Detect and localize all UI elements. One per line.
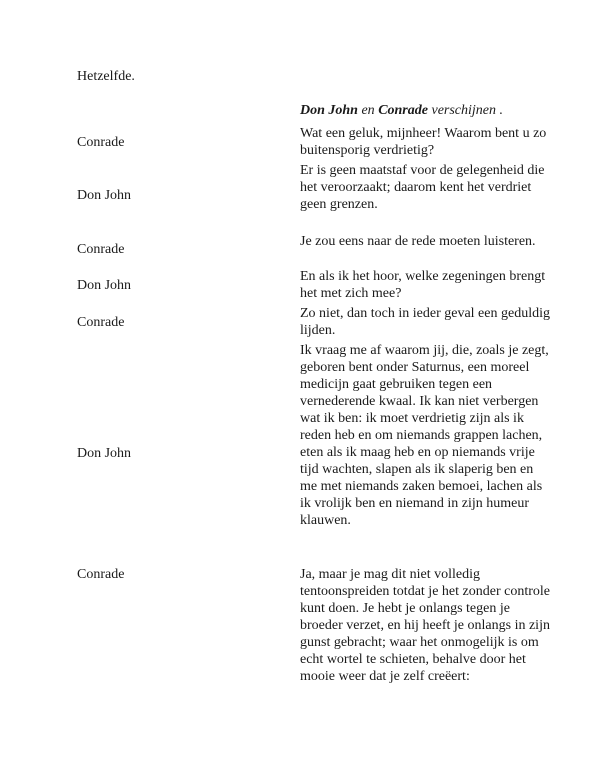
stage-direction-verb: verschijnen . (431, 103, 504, 118)
speech-text: Er is geen maatstaf voor de gelegenheid die het veroorzaakt; daarom kent het verdriet geen grenzen. (300, 163, 545, 212)
stage-direction-actor-2: Conrade (378, 103, 428, 118)
speaker-name: Conrade (77, 242, 125, 257)
speech-text: En als ik het hoor, welke zegeningen brengt het met zich mee? (300, 269, 546, 301)
stage-direction-join: en (361, 103, 375, 118)
speech-text: Wat een geluk, mijnheer! Waarom bent u zo buitensporig verdrietig? (300, 126, 547, 158)
speech-text: Ja, maar je mag dit niet volledig tentoonspreiden totdat je het zonder controle kunt doen. Je hebt je onlangs tegen je broeder verzet, en hij heeft je onlangs in zijn gunst gebracht; waar het onmogelijk is om echt wortel te schieten, behalve door het mooie weer dat je zelf creëert: (300, 567, 550, 684)
speaker-name: Conrade (77, 567, 125, 582)
speaker-name: Don John (77, 188, 132, 203)
speaker-name: Don John (77, 278, 132, 293)
speaker-name: Conrade (77, 315, 125, 330)
speech-text: Je zou eens naar de rede moeten luisteren. (300, 234, 536, 249)
speech-text: Ik vraag me af waarom jij, die, zoals je zegt, geboren bent onder Saturnus, een moreel medicijn gaat gebruiken tegen een vernederende kwaal. Ik kan niet verbergen wat ik ben: ik moet verdrietig zijn als ik reden heb en om niemands grappen lachen, eten als ik maag heb en op niemands vrije tijd wachten, slapen als ik slaperig ben en me met niemands zaken bemoei, lachen als ik vrolijk ben en niemand in zijn humeur klauwen. (300, 343, 549, 528)
stage-direction (300, 102, 503, 119)
scene-heading: Hetzelfde. (77, 69, 135, 84)
stage-direction-actor-1: Don John (300, 103, 358, 118)
speech-text: Zo niet, dan toch in ieder geval een geduldig lijden. (300, 306, 550, 338)
speaker-name: Don John (77, 446, 132, 461)
speaker-name: Conrade (77, 135, 125, 150)
